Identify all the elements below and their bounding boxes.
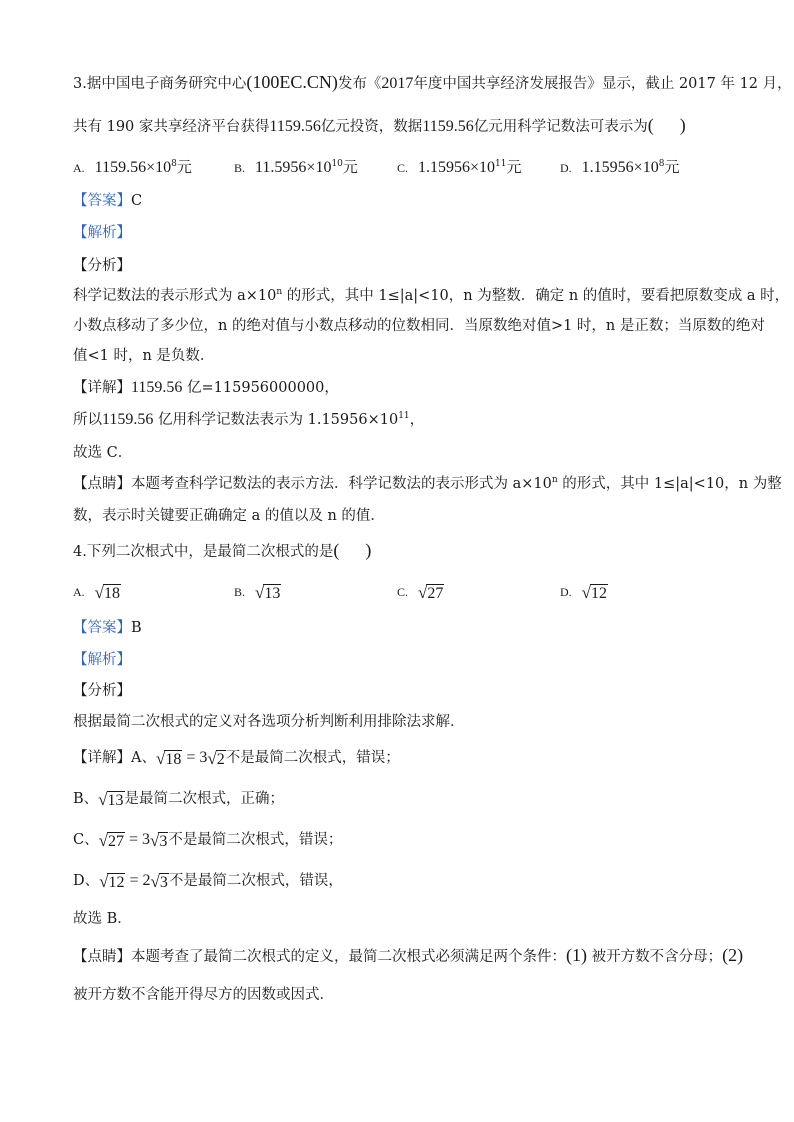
- q3-stem-line1: 3.据中国电子商务研究中心(100EC.CN)发布《2017年度中国共享经济发展报告》显示，截止 2017 年 12 月，: [73, 72, 792, 92]
- sqrt-symbol: √ 13: [255, 583, 281, 602]
- q4-answer: [73, 618, 142, 638]
- q3-dianjing-line2: 数，表示时关键要正确确定 a 的值以及 n 的值．: [73, 508, 385, 524]
- sqrt-symbol: √ 12: [581, 583, 608, 602]
- q4-detail-d: D、 √ 12 = 2 √ 3 不是最简二次根式，错误，: [73, 872, 343, 891]
- q4-fenxi-tag: 【分析】: [73, 683, 131, 699]
- q3-answer: [73, 191, 142, 211]
- q4-dianjing-line2: 被开方数不含能开得尽方的因数或因式．: [73, 987, 334, 1003]
- q3-fenxi-line1: 科学记数法的表示形式为 $a\times 10^n$ 的形式，其中 1≤|a|<10，n 为整数．确定 n 的值时，要看把原数变成 a 时，: [73, 287, 790, 304]
- q3-dianjing-line1: 【点睛】本题考查科学记数法的表示方法．科学记数法的表示形式为 $a\times 10^n$ 的形式，其中 1≤|a|<10，n 为整: [73, 475, 782, 492]
- answer-value: B: [131, 620, 142, 636]
- q4-fenxi-text: 根据最简二次根式的定义对各选项分析判断利用排除法求解．: [73, 714, 465, 730]
- q3-option-b[interactable]: B. $11.5956\times 10^{10}$元: [234, 158, 358, 176]
- sqrt-symbol: √ 27: [418, 583, 444, 602]
- q3-suoyi: 所以1159.56 亿用科学记数法表示为 $1.15956\times 10^{11}$，: [73, 411, 425, 428]
- q3-guxuan: 故选 C．: [73, 445, 133, 461]
- q3-option-d[interactable]: D. $1.15956\times 10^8$元: [560, 158, 680, 176]
- q4-dianjing-line1: 【点睛】本题考查了最简二次根式的定义，最简二次根式必须满足两个条件：(1) 被开方数不含分母；(2): [73, 945, 744, 965]
- answer-tag: 【答案】: [73, 620, 131, 636]
- q3-xiangjie: 【详解】1159.56 亿=115956000000，: [73, 379, 339, 396]
- q3-org: (100EC.CN): [246, 72, 338, 92]
- q3-option-a[interactable]: A. $1159.56\times 10^8$元: [73, 158, 192, 176]
- answer-value: C: [131, 193, 143, 209]
- q4-jiexi: 【解析】: [73, 652, 131, 668]
- q4-option-b[interactable]: B. √ 13: [234, 583, 281, 602]
- q3-fenxi-tag: 【分析】: [73, 258, 131, 274]
- q4-stem: 4.下列二次根式中，是最简二次根式的是( ): [73, 540, 372, 560]
- q3-fenxi-line3: 值<1 时，n 是负数．: [73, 348, 215, 364]
- q3-option-c[interactable]: C. $1.15956\times 10^{11}$元: [397, 158, 522, 176]
- sqrt-symbol: √ 18: [94, 583, 121, 602]
- q3-jiexi: 【解析】: [73, 225, 131, 241]
- q4-detail-c: C、 √ 27 = 3 √ 3 不是最简二次根式，错误；: [73, 831, 343, 850]
- q3-fenxi-line2: 小数点移动了多少位，n 的绝对值与小数点移动的位数相同．当原数绝对值>1 时，n 是正数；当原数的绝对: [73, 318, 765, 334]
- q3-stem-line2: 共有 190 家共享经济平台获得1159.56亿元投资，数据1159.56亿元用科学记数法可表示为( ): [73, 115, 686, 135]
- q4-detail-b: B、 √ 13 是最简二次根式，正确；: [73, 790, 284, 809]
- q4-detail-a: 【详解】A、 √ 18 = 3 √ 2 不是最简二次根式，错误；: [73, 749, 400, 768]
- answer-tag: 【答案】: [73, 193, 131, 209]
- q4-option-c[interactable]: C. √ 27: [397, 583, 444, 602]
- q4-option-d[interactable]: D. √ 12: [560, 583, 608, 602]
- q4-guxuan: 故选 B．: [73, 911, 132, 927]
- q4-option-a[interactable]: A. √ 18: [73, 583, 121, 602]
